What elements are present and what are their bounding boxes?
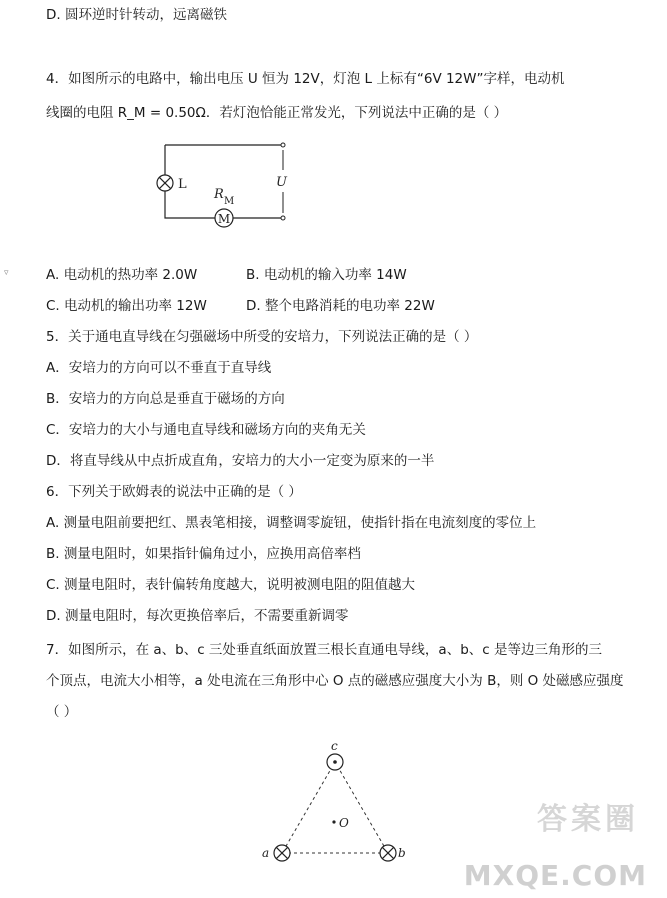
margin-mark: ▿ <box>4 268 9 278</box>
lamp-icon <box>157 175 173 191</box>
q4-stem-line1: 4．如图所示的电路中，输出电压 U 恒为 12V，灯泡 L 上标有“6V 12W”字样，电动机 <box>46 71 565 87</box>
label-b: b <box>398 846 406 860</box>
motor-icon <box>215 209 233 227</box>
watermark-top: 答案圈 <box>537 802 639 837</box>
label-a: a <box>262 846 270 860</box>
q5-option-a: A．安培力的方向可以不垂直于直导线 <box>46 360 272 376</box>
q3-option-d: D. 圆环逆时针转动，远离磁铁 <box>46 7 227 23</box>
q4-option-c: C. 电动机的输出功率 12W <box>46 298 207 314</box>
q4-option-a: A. 电动机的热功率 2.0W <box>46 267 198 283</box>
q5-option-c: C．安培力的大小与通电直导线和磁场方向的夹角无关 <box>46 422 366 438</box>
terminal-top-icon <box>281 143 285 147</box>
terminal-bottom-icon <box>281 216 285 220</box>
resistor-subscript: M <box>224 196 235 207</box>
voltage-label: U <box>276 175 287 190</box>
q6-option-c: C. 测量电阻时，表针偏转角度越大，说明被测电阻的阻值越大 <box>46 577 416 593</box>
label-o: O <box>339 816 349 830</box>
q6-option-a: A. 测量电阻前要把红、黑表笔相接，调整调零旋钮，使指针指在电流刻度的零位上 <box>46 515 537 531</box>
lamp-label: L <box>178 177 187 192</box>
q6-stem: 6．下列关于欧姆表的说法中正确的是（ ） <box>46 484 302 500</box>
wire-c-out-icon <box>327 754 343 770</box>
q4-option-b: B. 电动机的输入功率 14W <box>246 267 407 283</box>
q5-stem: 5．关于通电直导线在匀强磁场中所受的安培力，下列说法正确的是（ ） <box>46 329 478 345</box>
label-c: c <box>331 740 338 753</box>
q7-triangle-diagram <box>255 740 415 870</box>
q7-stem-line2: 个顶点，电流大小相等，a 处电流在三角形中心 O 点的磁感应强度大小为 B，则 O 处磁感应强度 <box>46 673 624 689</box>
watermark-bottom: MXQE.COM <box>463 859 647 892</box>
q6-option-d: D. 测量电阻时，每次更换倍率后，不需要重新调零 <box>46 608 349 624</box>
q7-stem-line1: 7．如图所示，在 a、b、c 三处垂直纸面放置三根长直通电导线，a、b、c 是等边三角形的三 <box>46 642 602 658</box>
resistor-label: R <box>214 187 224 202</box>
q6-option-b: B. 测量电阻时，如果指针偏角过小，应换用高倍率档 <box>46 546 361 562</box>
q4-option-d: D. 整个电路消耗的电功率 22W <box>246 298 435 314</box>
wire-b-in-icon <box>380 845 396 861</box>
center-point-o <box>332 820 335 823</box>
wire-a-in-icon <box>274 845 290 861</box>
q4-circuit-diagram <box>150 140 300 235</box>
q7-stem-line3: （ ） <box>46 704 78 720</box>
q5-option-d: D．将直导线从中点折成直角，安培力的大小一定变为原来的一半 <box>46 453 435 469</box>
motor-label: M <box>217 212 231 226</box>
q5-option-b: B．安培力的方向总是垂直于磁场的方向 <box>46 391 285 407</box>
q4-stem-line2: 线圈的电阻 R_M = 0.50Ω．若灯泡恰能正常发光，下列说法中正确的是（ ） <box>46 105 508 121</box>
